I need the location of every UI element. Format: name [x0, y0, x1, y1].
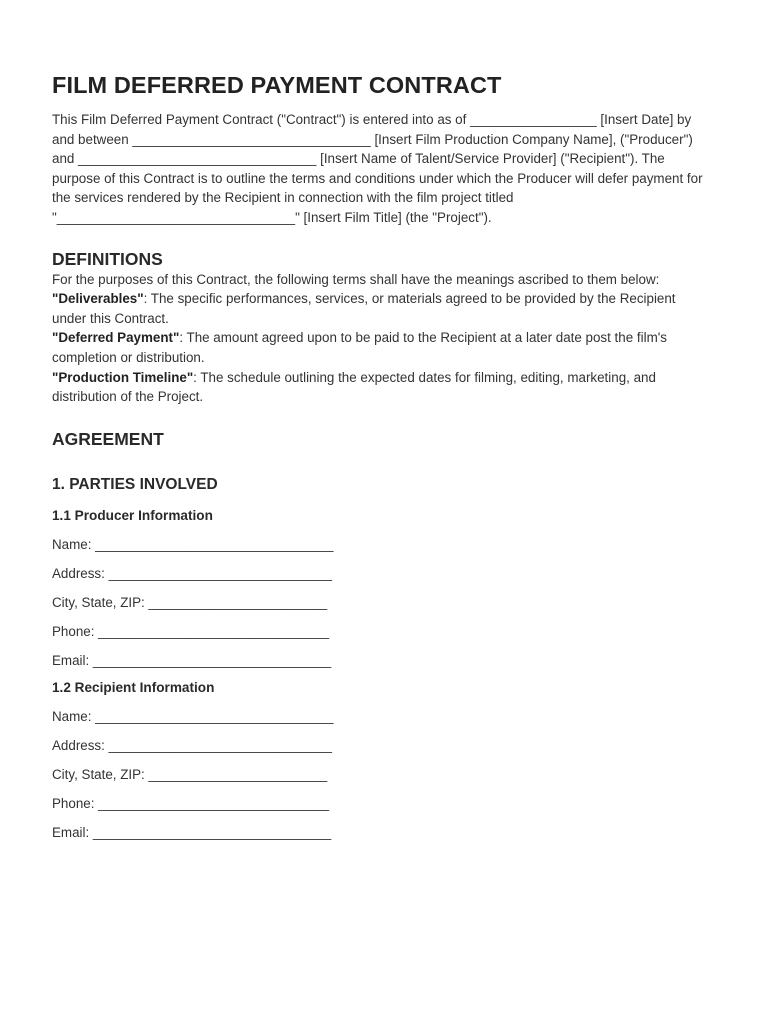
definitions-heading: DEFINITIONS [52, 248, 163, 269]
definition-term: "Deliverables" [52, 291, 144, 307]
agreement-heading: AGREEMENT [52, 428, 164, 449]
producer-phone-field: Phone: _______________________________ [52, 623, 330, 639]
definition-production-timeline [52, 368, 712, 407]
definition-term: "Production Timeline" [52, 369, 194, 385]
recipient-address-field: Address: ______________________________ [52, 737, 332, 753]
producer-information-heading: 1.1 Producer Information [52, 507, 213, 523]
producer-city-state-zip-field: City, State, ZIP: ________________________ [52, 594, 328, 610]
parties-involved-heading: 1. PARTIES INVOLVED [52, 475, 218, 493]
definition-text: : The schedule outlining the expected dates for filming, editing, marketing, and distribution of the Project. [52, 369, 656, 405]
definition-deliverables [52, 289, 712, 328]
definitions-intro: For the purposes of this Contract, the following terms shall have the meanings ascribed to them below: [52, 271, 660, 287]
contract-page [52, 70, 712, 842]
definition-text: : The amount agreed upon to be paid to the Recipient at a later date post the film's completion or distribution. [52, 330, 667, 365]
producer-name-field: Name: ________________________________ [52, 536, 334, 552]
definition-term: "Deferred Payment" [52, 330, 180, 346]
recipient-email-field: Email: ________________________________ [52, 824, 332, 840]
producer-email-field: Email: ________________________________ [52, 652, 332, 668]
definition-deferred-payment [52, 328, 712, 367]
definition-text: : The specific performances, services, or materials agreed to be provided by the Recipient under this Contract. [52, 291, 676, 326]
recipient-information-heading: 1.2 Recipient Information [52, 679, 215, 695]
intro-paragraph: This Film Deferred Payment Contract ("Contract") is entered into as of _________________ [Insert Date] by and between ________________________________ [Insert Film Production Company Name], ("Producer") and ________________________________ [Insert Name of Talent/Service Provider] ("Recipient"). The purpose of this Contract is to outline the terms and conditions under which the Producer will defer payment for the services rendered by the Recipient in connection with the film project titled "________________________________" [Insert Film Title] (the "Project"). [52, 112, 703, 225]
producer-address-field: Address: ______________________________ [52, 565, 332, 581]
recipient-city-state-zip-field: City, State, ZIP: ________________________ [52, 766, 328, 782]
document-title: FILM DEFERRED PAYMENT CONTRACT [52, 72, 502, 98]
recipient-phone-field: Phone: _______________________________ [52, 795, 330, 811]
recipient-name-field: Name: ________________________________ [52, 708, 334, 724]
